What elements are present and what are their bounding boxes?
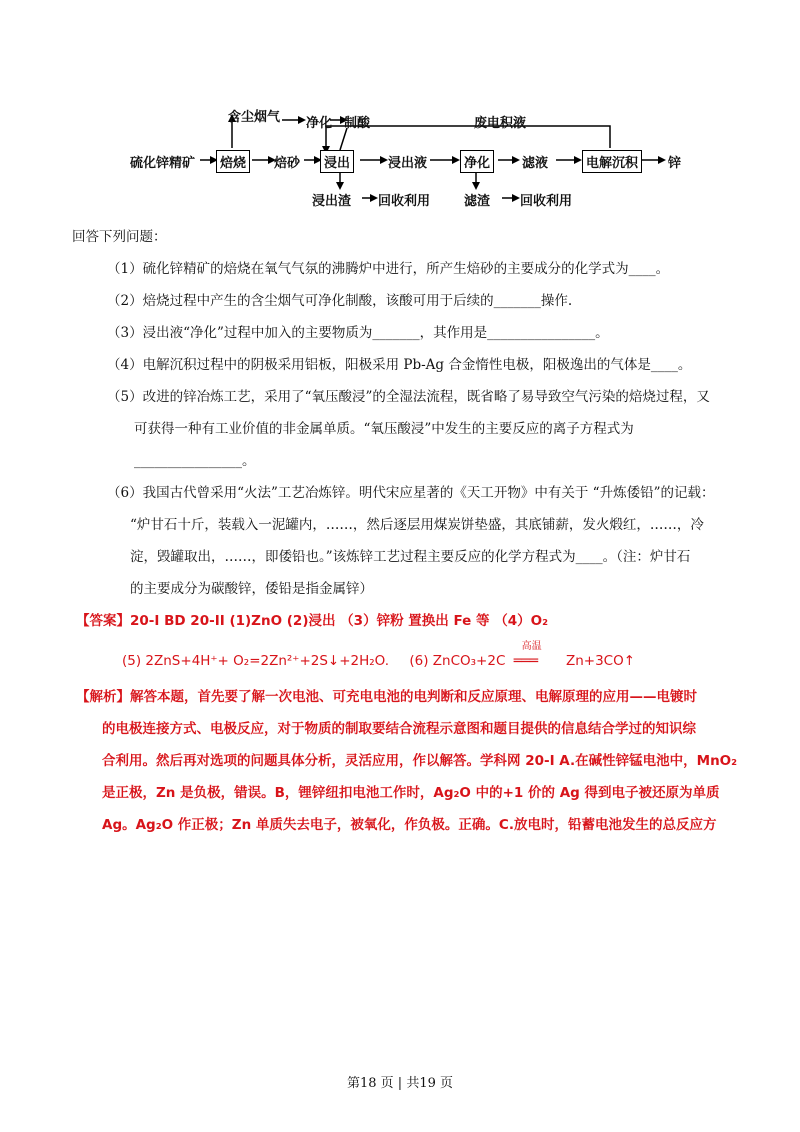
question-5: （5）改进的锌冶炼工艺，采用了“氧压酸浸”的全湿法流程，既省略了易导致空气污染的焙烧过程，又 bbox=[107, 389, 710, 405]
flow-zinc: 锌 bbox=[668, 156, 682, 171]
flow-leach-liquid: 浸出液 bbox=[388, 156, 428, 171]
question-5-line2: 可获得一种有工业价值的非金属单质。“氧压酸浸”中发生的主要反应的离子方程式为 bbox=[134, 421, 634, 437]
flow-recycle-2: 回收利用 bbox=[520, 194, 573, 209]
analysis-label: 【解析】 bbox=[76, 689, 130, 705]
flow-leaching-box: 浸出 bbox=[320, 150, 354, 173]
question-3: （3）浸出液“净化”过程中加入的主要物质为_______，其作用是________________。 bbox=[107, 325, 609, 341]
analysis-line-3: 合利用。然后再对选项的问题具体分析，灵活应用，作以解答。学科网 20-I A.在碱性锌锰电池中，MnO₂ bbox=[102, 753, 738, 769]
answer-text-1: 20-I BD 20-II (1)ZnO (2)浸出 （3）锌粉 置换出 Fe 等 （4）O₂ bbox=[130, 613, 548, 629]
analysis-line-5: Ag。Ag₂O 作正极；Zn 单质失去电子，被氧化，作负极。正确。C.放电时，铅蓄电池发生的总反应方 bbox=[102, 817, 717, 833]
analysis-text-1: 解答本题，首先要了解一次电池、可充电电池的电判断和反应原理、电解原理的应用——电镀时 bbox=[130, 689, 697, 705]
flow-zinc-ore: 硫化锌精矿 bbox=[130, 156, 196, 171]
flow-purify-top: 净化 bbox=[306, 116, 333, 131]
flow-make-acid: 制酸 bbox=[344, 116, 371, 131]
answer-eq-6-left: (6) ZnCO₃+2C bbox=[409, 653, 506, 669]
answer-eq-6-condition: 高温 bbox=[521, 641, 542, 652]
answer-label: 【答案】 bbox=[76, 613, 130, 629]
question-6: （6）我国古代曾采用“火法”工艺冶炼锌。明代宋应星著的《天工开物》中有关于 “升炼倭铅”的记载： bbox=[107, 485, 715, 501]
question-1: （1）硫化锌精矿的焙烧在氧气气氛的沸腾炉中进行，所产生焙砂的主要成分的化学式为____。 bbox=[107, 261, 670, 277]
equals-sign-icon: ═══ bbox=[513, 653, 539, 669]
answer-eq-6-arrow bbox=[513, 641, 558, 672]
flow-roasting-box: 焙烧 bbox=[216, 150, 250, 173]
answer-eq-6-right: Zn+3CO↑ bbox=[565, 653, 636, 669]
flow-electrodeposit-box: 电解沉积 bbox=[582, 150, 642, 173]
flow-purify-box: 净化 bbox=[460, 150, 494, 173]
answer-line-2 bbox=[122, 641, 636, 672]
flow-leach-residue: 浸出渣 bbox=[312, 194, 352, 209]
analysis-line-1 bbox=[76, 686, 697, 708]
flow-filter-residue: 滤渣 bbox=[464, 194, 491, 209]
flow-calcine: 焙砂 bbox=[274, 156, 301, 171]
question-5-blank: ________________。 bbox=[134, 453, 256, 469]
question-2: （2）焙烧过程中产生的含尘烟气可净化制酸，该酸可用于后续的_______操作. bbox=[107, 293, 573, 309]
question-6-line3: 淀，毁罐取出，……，即倭铅也。”该炼锌工艺过程主要反应的化学方程式为____。（注：炉甘石 bbox=[130, 549, 691, 565]
page-footer: 第18 页 | 共19 页 bbox=[347, 1076, 453, 1091]
flow-filtrate: 滤液 bbox=[522, 156, 549, 171]
question-4: （4）电解沉积过程中的阴极采用铝板，阳极采用 Pb-Ag 合金惰性电极，阳极逸出的气体是____。 bbox=[107, 357, 692, 373]
flow-dust-gas: 含尘烟气 bbox=[228, 110, 281, 125]
answer-line-1 bbox=[76, 610, 548, 632]
flow-spent-electrolyte: 废电积液 bbox=[474, 116, 527, 131]
intro-text: 回答下列问题： bbox=[72, 229, 167, 245]
flowchart-arrows bbox=[0, 0, 800, 220]
analysis-line-2: 的电极连接方式、电极反应，对于物质的制取要结合流程示意图和题目提供的信息结合学过的知识综 bbox=[102, 721, 696, 737]
question-6-line2: “炉甘石十斤，装载入一泥罐内，……，然后逐层用煤炭饼垫盛，其底铺薪，发火煅红，……，冷 bbox=[130, 517, 704, 533]
answer-eq-5: (5) 2ZnS+4H⁺+ O₂=2Zn²⁺+2S↓+2H₂O. bbox=[122, 653, 390, 669]
question-6-line4: 的主要成分为碳酸锌，倭铅是指金属锌） bbox=[130, 581, 373, 597]
flow-recycle-1: 回收利用 bbox=[378, 194, 431, 209]
analysis-line-4: 是正极，Zn 是负极，错误。B，锂锌纽扣电池工作时，Ag₂O 中的+1 价的 Ag 得到电子被还原为单质 bbox=[102, 785, 720, 801]
